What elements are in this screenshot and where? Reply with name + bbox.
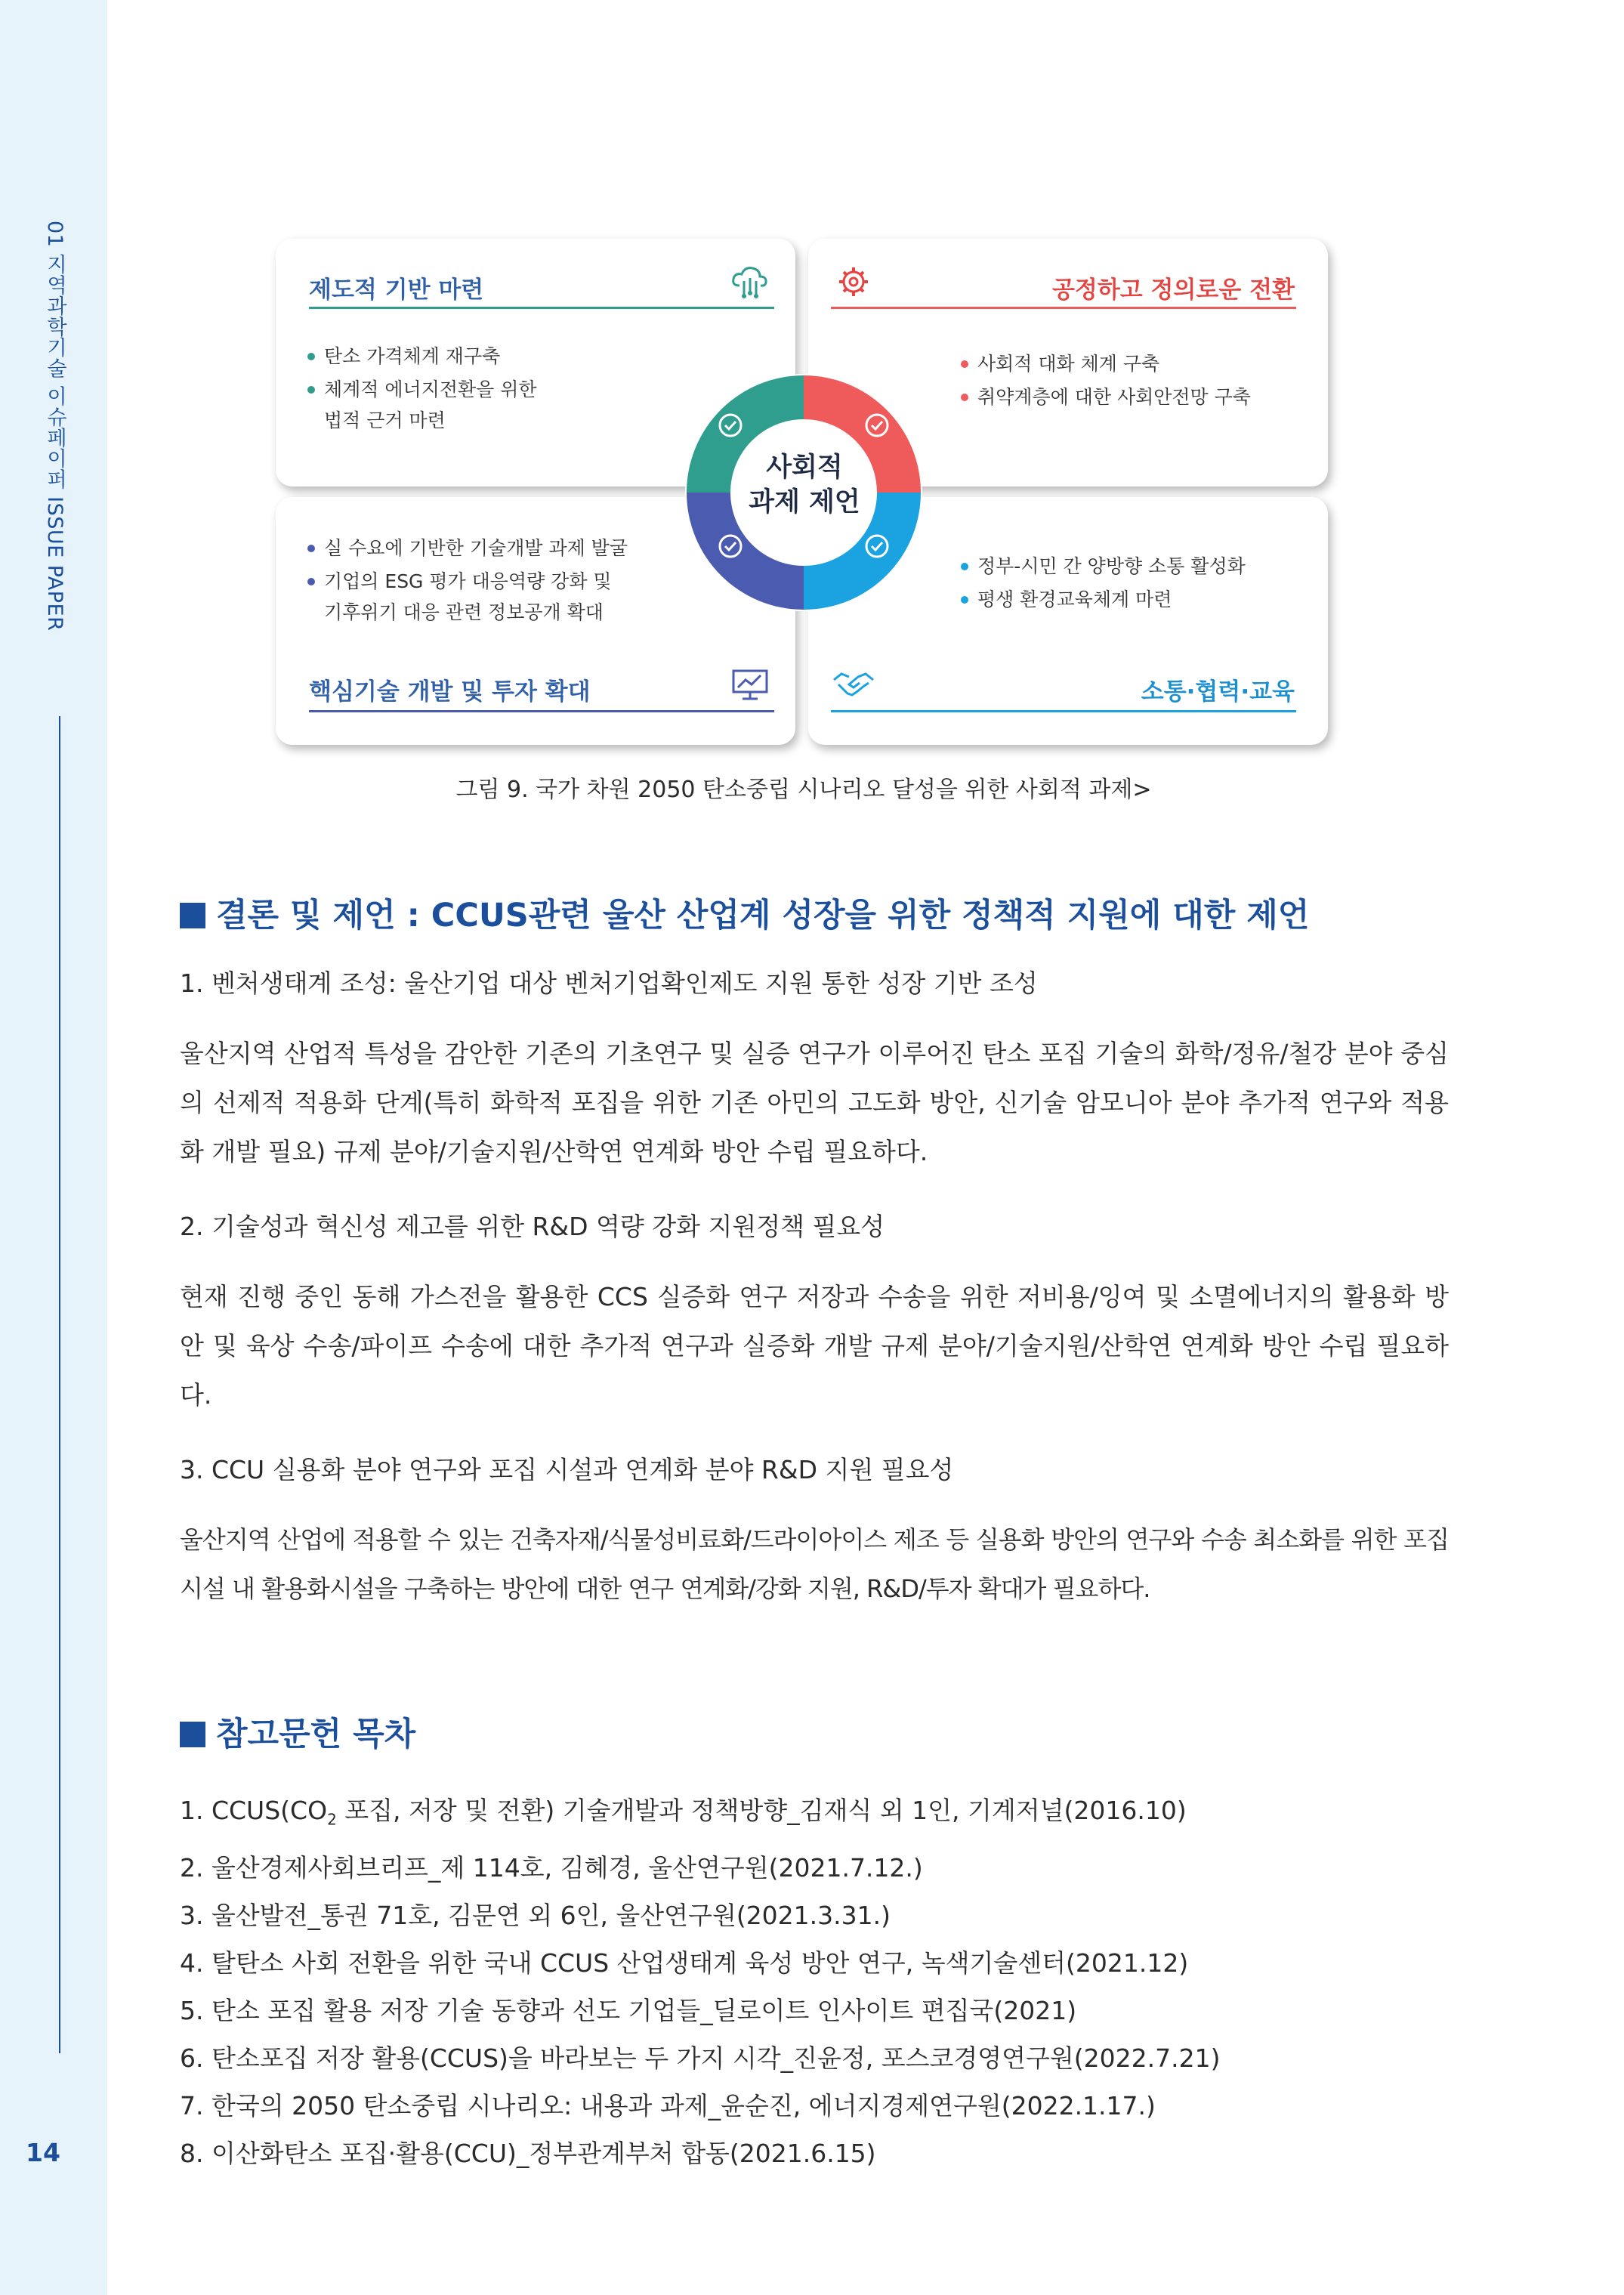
- list-item: 체계적 에너지전환을 위한 법적 근거 마련: [306, 373, 537, 435]
- quadrant-title: 공정하고 정의로운 전환: [1051, 276, 1295, 304]
- quadrant-title: 핵심기술 개발 및 투자 확대: [309, 678, 591, 706]
- social-tasks-figure: [276, 239, 1332, 745]
- figure-caption: 그림 9. 국가 차원 2050 탄소중립 시나리오 달성을 위한 사회적 과제>: [455, 777, 1152, 803]
- reference-item: 1. $CCUS(CO_2$ 포집, 저장 및 전환) 기술개발과 정책방향_김재식 외 1인, 기계저널(2016.10): [180, 1796, 1187, 1829]
- reference-item: 6. 탄소포집 저장 활용(CCUS)을 바라보는 두 가지 시각_진윤정, 포스코경영연구원(2022.7.21): [180, 2043, 1221, 2073]
- item-title: 3. CCU 실용화 분야 연구와 포집 시설과 연계화 분야 R&D 지원 필요성: [180, 1455, 954, 1484]
- list-item: 기업의 ESG 평가 대응역량 강화 및 기후위기 대응 관련 정보공개 확대: [306, 565, 628, 627]
- list-item: 평생 환경교육체계 마련: [959, 583, 1246, 616]
- quadrant-title: 소통·협력·교육: [1141, 678, 1295, 706]
- quadrant-underline: [831, 307, 1296, 309]
- references-heading: 참고문헌 목차: [180, 1709, 415, 1755]
- presentation-board-icon: [727, 665, 773, 703]
- handshake-icon: [831, 665, 876, 703]
- list-item: 사회적 대화 체계 구축: [959, 347, 1251, 381]
- quadrant-underline: [309, 710, 774, 712]
- cloud-circuit-icon: [727, 263, 773, 301]
- item-body: 현재 진행 중인 동해 가스전을 활용한 CCS 실증화 연구 저장과 수송을 위한 저비용/잉여 및 소멸에너지의 활용화 방안 및 육상 수송/파이프 수송에 대한 추가적 연구과 실증화 개발 규제 분야/기술지원/산학연 연계화 방안 수립 필요하다.: [180, 1282, 1449, 1410]
- list-item: 취약계층에 대한 사회안전망 구축: [959, 381, 1251, 414]
- quadrant-underline: [309, 307, 774, 309]
- list-item: 실 수요에 기반한 기술개발 과제 발굴: [306, 532, 628, 565]
- square-bullet-icon: [180, 903, 205, 928]
- quadrant-title: 제도적 기반 마련: [309, 276, 484, 304]
- gear-icon: [831, 263, 876, 301]
- references-list: [180, 1787, 1221, 2177]
- item-body: 울산지역 산업적 특성을 감안한 기존의 기초연구 및 실증 연구가 이루어진 탄소 포집 기술의 화학/정유/철강 분야 중심의 선제적 적용화 단계(특히 화학적 포집을 위한 기존 아민의 고도화 방안, 신기술 암모니아 분야 추가적 연구와 적용화 개발 필요) 규제 분야/기술지원/산학연 연계화 방안 수립 필요하다.: [180, 1039, 1449, 1166]
- reference-item: 3. 울산발전_통권 71호, 김문연 외 6인, 울산연구원(2021.3.31.): [180, 1900, 891, 1930]
- reference-item: 4. 탈탄소 사회 전환을 위한 국내 CCUS 산업생태계 육성 방안 연구, 녹색기술센터(2021.12): [180, 1948, 1189, 1978]
- reference-item: 2. 울산경제사회브리프_제 114호, 김혜경, 울산연구원(2021.7.12.): [180, 1852, 923, 1883]
- bullet-list: [306, 532, 628, 627]
- sidebar-divider: [59, 716, 60, 2053]
- bullet-list: [306, 340, 537, 435]
- list-item: 정부-시민 간 양방향 소통 활성화: [959, 550, 1246, 583]
- reference-item: 8. 이산화탄소 포집·활용(CCU)_정부관계부처 합동(2021.6.15): [180, 2138, 876, 2168]
- sidebar: [0, 0, 107, 2295]
- bullet-list: [959, 550, 1246, 616]
- item-title: 1. 벤처생태계 조성: 울산기업 대상 벤처기업확인제도 지원 통한 성장 기반 조성: [180, 968, 1038, 998]
- reference-item: 7. 한국의 2050 탄소중립 시나리오: 내용과 과제_윤순진, 에너지경제연구원(2022.1.17.): [180, 2090, 1156, 2120]
- conclusion-heading: 결론 및 제언 : CCUS관련 울산 산업계 성장을 위한 정책적 지원에 대한 제언: [180, 890, 1309, 936]
- item-title: 2. 기술성과 혁신성 제고를 위한 R&D 역량 강화 지원정책 필요성: [180, 1212, 885, 1241]
- item-body: 울산지역 산업에 적용할 수 있는 건축자재/식물성비료화/드라이아이스 제조 등 실용화 방안의 연구와 수송 최소화를 위한 포집 시설 내 활용화시설을 구축하는 방안에 대한 연구 연계화/강화 지원, R&D/투자 확대가 필요하다.: [180, 1525, 1449, 1603]
- reference-item: 5. 탄소 포집 활용 저장 기술 동향과 선도 기업들_딜로이트 인사이트 편집국(2021): [180, 1995, 1077, 2025]
- square-bullet-icon: [180, 1722, 205, 1747]
- list-item: 탄소 가격체계 재구축: [306, 340, 537, 373]
- bullet-list: [959, 347, 1251, 414]
- issue-paper-title: 01 지역과학기술 이슈페이퍼 ISSUE PAPER: [43, 221, 66, 632]
- quadrant-underline: [831, 710, 1296, 712]
- center-label: 사회적 과제 제언: [749, 453, 860, 517]
- page-number: 14: [26, 2138, 60, 2167]
